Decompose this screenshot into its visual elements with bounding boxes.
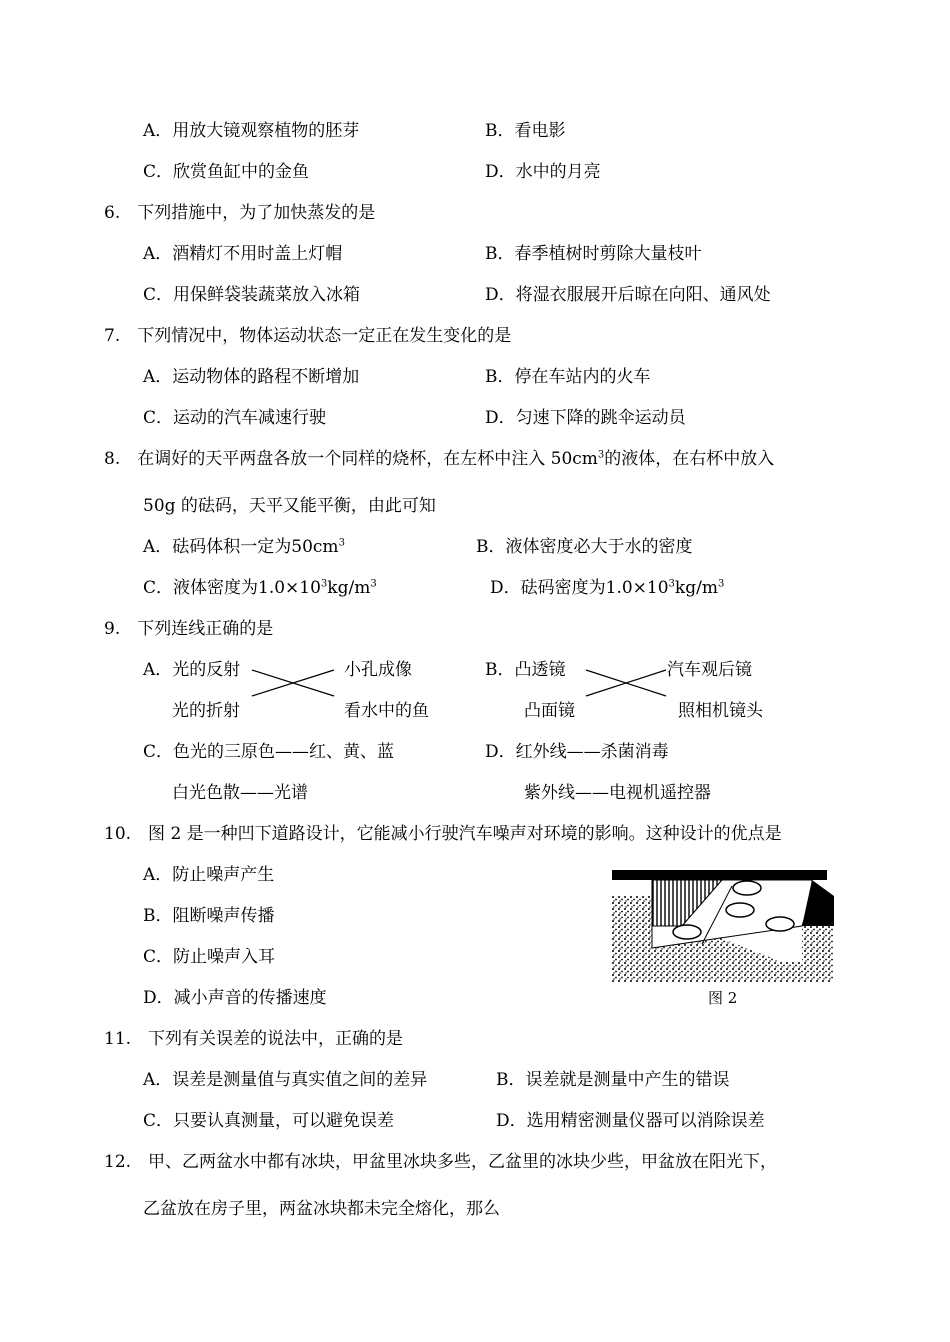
q5-option-b: B．看电影 — [485, 121, 566, 141]
q10-option-c: C．防止噪声入耳 — [143, 947, 276, 967]
q11-stem: 11. 下列有关误差的说法中，正确的是 — [104, 1029, 404, 1049]
q8-option-a: A．砝码体积一定为$50cm^3$ — [143, 537, 345, 557]
q6-option-b: B．春季植树时剪除大量枝叶 — [485, 244, 702, 264]
q5-option-a: A．用放大镜观察植物的胚芽 — [143, 121, 360, 141]
q9-b-left1: B．凸透镜 — [485, 660, 566, 680]
figure-2-sunken-road — [612, 866, 834, 982]
q5-option-d: D．水中的月亮 — [485, 162, 601, 182]
q8-stem-line1: 8. 在调好的天平两盘各放一个同样的烧杯，在左杯中注入 $50cm^3$的液体，在右杯中放入 — [104, 449, 775, 469]
q8-option-d: D．砝码密度为$1.0\times 10^3kg/m^3$ — [490, 578, 725, 598]
q11-option-d: D．选用精密测量仪器可以消除误差 — [496, 1111, 765, 1131]
q11-option-b: B．误差就是测量中产生的错误 — [496, 1070, 730, 1090]
q7-stem: 7. 下列情况中，物体运动状态一定正在发生变化的是 — [104, 326, 512, 346]
q5-option-c: C．欣赏鱼缸中的金鱼 — [143, 162, 310, 182]
q10-option-a: A．防止噪声产生 — [143, 865, 275, 885]
q9-stem: 9. 下列连线正确的是 — [104, 619, 274, 639]
figure-2-caption: 图 2 — [708, 989, 738, 1007]
q11-option-a: A．误差是测量值与真实值之间的差异 — [143, 1070, 428, 1090]
q9-b-left2: 凸面镜 — [524, 701, 575, 721]
car-icon — [726, 903, 754, 917]
q10-option-d: D．减小声音的传播速度 — [143, 988, 327, 1008]
q7-option-c: C．运动的汽车减速行驶 — [143, 408, 327, 428]
q9-b-cross-line-2 — [586, 670, 666, 696]
q9-b-right2: 照相机镜头 — [678, 701, 763, 721]
ground-bottom — [612, 962, 834, 982]
q10-option-b: B．阻断噪声传播 — [143, 906, 275, 926]
q9-b-right1: 汽车观后镜 — [667, 660, 752, 680]
q7-option-d: D．匀速下降的跳伞运动员 — [485, 408, 686, 428]
q9-a-right1: 小孔成像 — [344, 660, 412, 680]
q7-option-a: A．运动物体的路程不断增加 — [143, 367, 360, 387]
q12-stem-line2: 乙盆放在房子里，两盆冰块都未完全熔化，那么 — [143, 1199, 500, 1219]
q9-option-c-line1: C．色光的三原色——红、黄、蓝 — [143, 742, 395, 762]
q6-option-c: C．用保鲜袋装蔬菜放入冰箱 — [143, 285, 361, 305]
q10-stem: 10. 图 2 是一种凹下道路设计，它能减小行驶汽车噪声对环境的影响。这种设计的优点是 — [104, 824, 782, 844]
q9-option-c-line2: 白光色散——光谱 — [172, 783, 308, 803]
q11-option-c: C．只要认真测量，可以避免误差 — [143, 1111, 395, 1131]
q9-option-d-line1: D．红外线——杀菌消毒 — [485, 742, 669, 762]
q6-option-d: D．将湿衣服展开后晾在向阳、通风处 — [485, 285, 771, 305]
q9-a-right2: 看水中的鱼 — [344, 701, 429, 721]
q9-a-cross-line-1 — [252, 670, 334, 696]
q9-b-cross-line-1 — [586, 670, 666, 696]
q8-stem-line2: 50g 的砝码，天平又能平衡，由此可知 — [143, 496, 436, 516]
q9-a-left2: 光的折射 — [172, 701, 240, 721]
q12-stem-line1: 12. 甲、乙两盆水中都有冰块，甲盆里冰块多些，乙盆里的冰块少些，甲盆放在阳光下， — [104, 1152, 778, 1172]
q9-option-d-line2: 紫外线——电视机遥控器 — [524, 783, 711, 803]
car-icon — [673, 925, 701, 939]
q7-option-b: B．停在车站内的火车 — [485, 367, 651, 387]
road-top-edge — [612, 870, 827, 880]
q8-option-b: B．液体密度必大于水的密度 — [476, 537, 693, 557]
q9-a-cross-line-2 — [252, 670, 334, 696]
car-icon — [766, 917, 794, 931]
q9-a-left1: A．光的反射 — [143, 660, 241, 680]
q6-stem: 6. 下列措施中，为了加快蒸发的是 — [104, 203, 376, 223]
q6-option-a: A．酒精灯不用时盖上灯帽 — [143, 244, 343, 264]
car-icon — [733, 881, 761, 895]
q8-option-c: C．液体密度为$1.0\times 10^3kg/m^3$ — [143, 578, 377, 598]
